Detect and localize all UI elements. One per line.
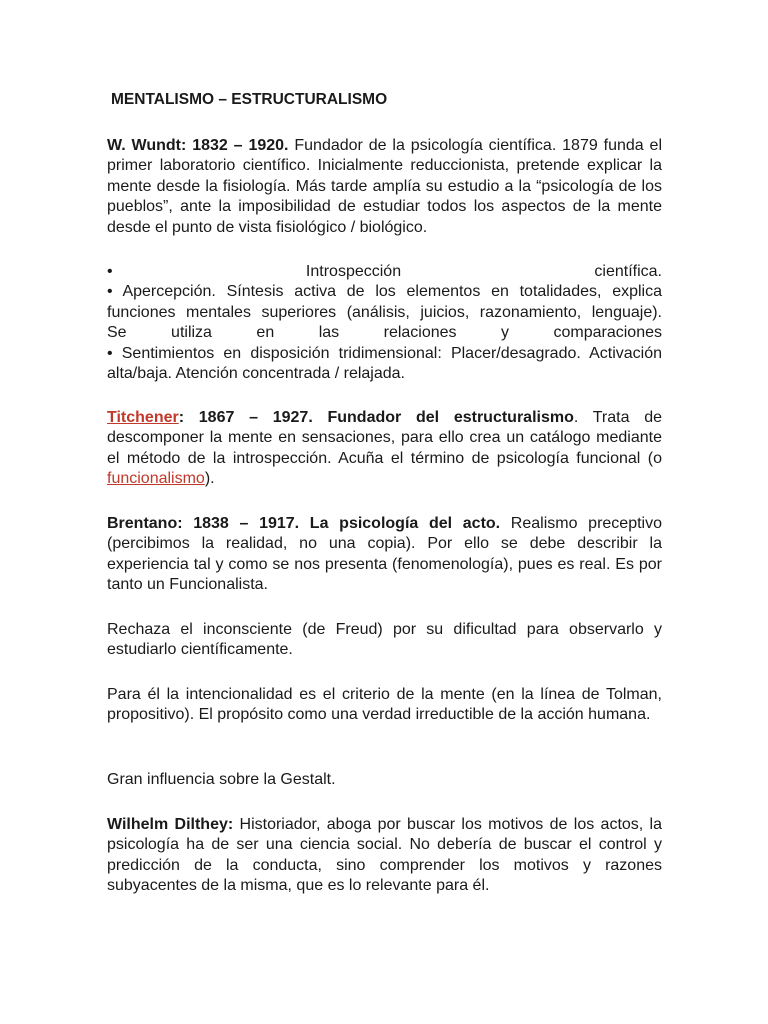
intencionalidad-paragraph: Para él la intencionalidad es el criterio de la mente (en la línea de Tolman, propositivo). El propósito como una verdad irreductible de la acción humana. (107, 686, 662, 724)
bullet-apercepcion-cont: Se utiliza en las relaciones y comparaciones (107, 324, 662, 342)
rechaza-paragraph: Rechaza el inconsciente (de Freud) por su dificultad para observarlo y estudiarlo científicamente. (107, 621, 662, 659)
titchener-text: . Trata de descomponer la mente en sensaciones, para ello crea un catálogo mediante el método de la introspección. Acuña el término de psicología funcional (o (107, 409, 663, 467)
dilthey-text: Historiador, aboga por buscar los motivos de los actos, la psicología ha de ser una ciencia social. No debería de buscar el control y predicción de la conducta, sino comprender los motivos y razones subyacentes de la misma, que es lo relevante para él. (107, 816, 663, 895)
wundt-heading: W. Wundt: 1832 – 1920. (107, 137, 289, 154)
wundt-text: Fundador de la psicología científica. 1879 funda el primer laboratorio científico. Inicialmente reduccionista, pretende explicar la mente desde la fisiología. Más tarde amplía su estudio a la “psicología de los pueblos”, ante la imposibilidad de estudiar todos los aspectos de la mente desde el punto de vista fisiológico / biológico. (107, 137, 662, 236)
wundt-paragraph (107, 136, 662, 238)
gestalt-paragraph: Gran influencia sobre la Gestalt. (107, 771, 336, 788)
titchener-heading: : 1867 – 1927. Fundador del estructuralismo (178, 409, 574, 426)
document-title: MENTALISMO – ESTRUCTURALISMO (111, 91, 388, 108)
titchener-end: ). (204, 470, 215, 488)
brentano-text: Realismo preceptivo (percibimos la realidad, no una copia). Por ello se debe describir la experiencia tal y como se nos presenta (fenomenología), pues es real. Es por tanto un Funcionalista. (107, 515, 662, 594)
dilthey-paragraph (107, 815, 662, 897)
bullet-apercepcion: • Apercepción. Síntesis activa de los elementos en totalidades, explica funciones mentales superiores (análisis, juicios, razonamiento, lenguaje). (107, 283, 662, 321)
brentano-heading: Brentano: 1838 – 1917. La psicología del acto. (107, 515, 501, 532)
bullet-sentimientos: • Sentimientos en disposición tridimensional: Placer/desagrado. Activación alta/baja. Atención concentrada / relajada. (107, 344, 662, 383)
titchener-link[interactable]: Titchener (107, 409, 179, 426)
bullet-introspeccion: • Introspección científica. (107, 263, 662, 280)
funcionalismo-link[interactable]: funcionalismo (107, 470, 205, 488)
titchener-paragraph (107, 408, 662, 490)
wundt-bullets (107, 262, 662, 384)
dilthey-heading: Wilhelm Dilthey: (107, 816, 234, 833)
brentano-paragraph (107, 514, 662, 596)
